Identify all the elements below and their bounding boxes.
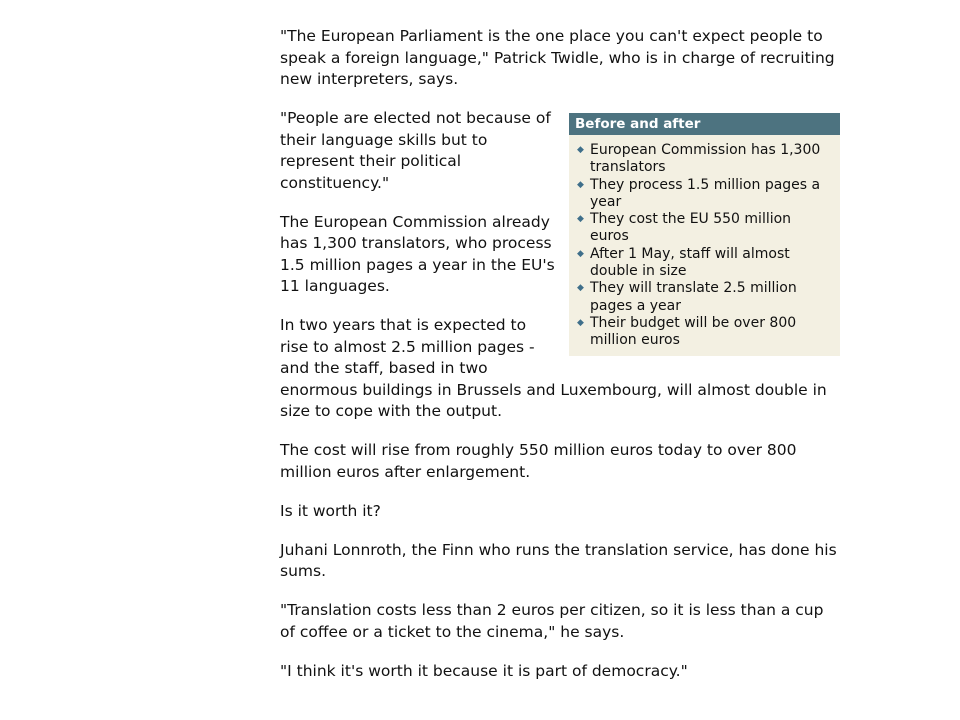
article-paragraph-9: "I think it's worth it because it is part of democracy." <box>280 661 688 680</box>
sidebar-item-text: After 1 May, staff will almost double in size <box>590 245 790 280</box>
article-paragraph-8: "Translation costs less than 2 euros per citizen, so it is less than a cup of coffee or a ticket to the cinema," he says. <box>280 601 824 641</box>
diamond-bullet-icon: ◆ <box>577 214 584 225</box>
sidebar-item-text: Their budget will be over 800 million euros <box>590 314 797 349</box>
sidebar-item <box>577 177 834 212</box>
article-paragraph-5: The cost will rise from roughly 550 million euros today to over 800 million euros after enlargement. <box>280 441 797 481</box>
sidebar-item <box>577 280 834 315</box>
sidebar-title: Before and after <box>569 113 840 135</box>
article-paragraph-1: "The European Parliament is the one place you can't expect people to speak a foreign language," Patrick Twidle, who is in charge of recruiting new interpreters, says. <box>280 27 835 88</box>
article-paragraph-6: Is it worth it? <box>280 501 381 520</box>
diamond-bullet-icon: ◆ <box>577 283 584 294</box>
article-paragraph-7: Juhani Lonnroth, the Finn who runs the translation service, has done his sums. <box>280 540 837 580</box>
sidebar-item <box>577 246 834 281</box>
sidebar-item-text: They cost the EU 550 million euros <box>590 211 792 245</box>
article-paragraph-3: The European Commission already has 1,300 translators, who process 1.5 million pages a year in the EU's 11 languages. <box>280 212 555 295</box>
sidebar-item-text: They process 1.5 million pages a year <box>590 176 821 210</box>
article-body <box>280 26 840 700</box>
diamond-bullet-icon: ◆ <box>577 248 584 259</box>
sidebar-list <box>569 135 840 356</box>
sidebar-item <box>577 142 834 177</box>
sidebar-item-text: European Commission has 1,300 translators <box>590 142 821 176</box>
sidebar-item <box>577 211 834 246</box>
article-paragraph-2: "People are elected not because of their language skills but to represent their political constituency." <box>280 109 551 192</box>
diamond-bullet-icon: ◆ <box>577 317 584 328</box>
sidebar-item-text: They will translate 2.5 million pages a year <box>590 280 797 314</box>
sidebar-item <box>577 315 834 350</box>
before-and-after-box <box>569 113 840 356</box>
diamond-bullet-icon: ◆ <box>577 179 584 190</box>
diamond-bullet-icon: ◆ <box>577 145 584 155</box>
article-paragraph-4: In two years that is expected to rise to almost 2.5 million pages - and the staff, based in two enormous buildings in Brussels and Luxembourg, will almost double in size to cope with the output. <box>280 316 827 420</box>
